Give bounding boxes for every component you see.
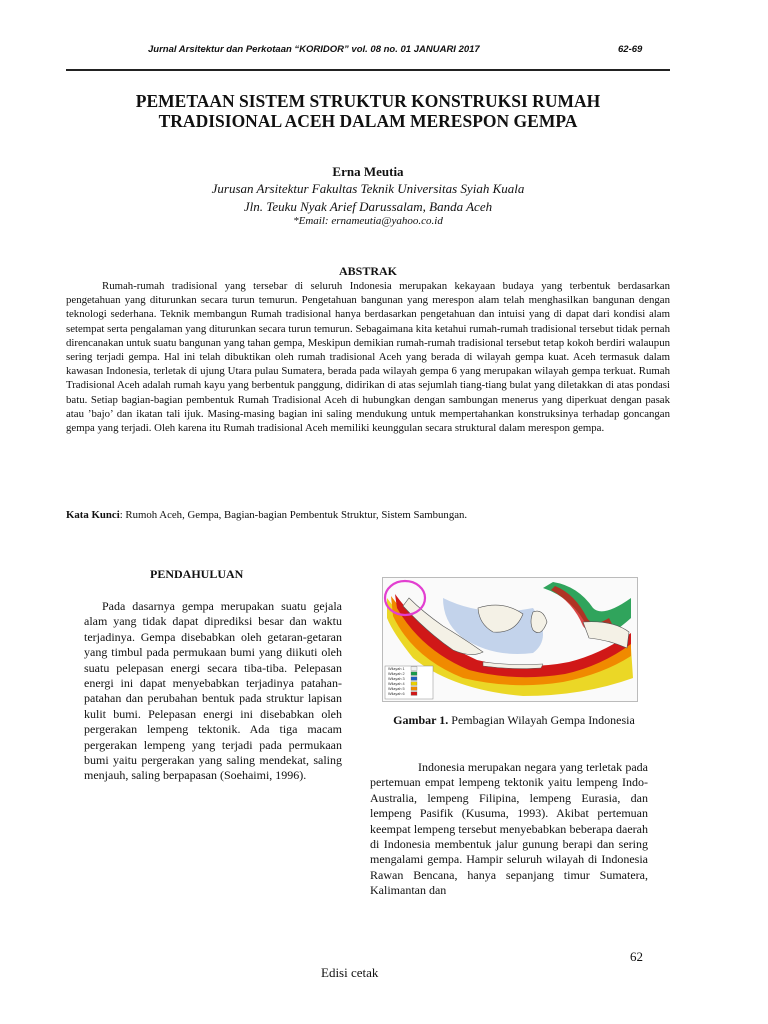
author-name: Erna Meutia: [332, 164, 404, 179]
legend-swatch: [411, 687, 417, 691]
right-column-paragraph: Indonesia merupakan negara yang terletak pada pertemuan empat lempeng tektonik yaitu lempeng Indo-Australia, lempeng Filipina, lempeng Eurasia, dan lempeng Pasifik (Kusuma, 1993). Akibat pertemuan keempat lempeng tersebut menyebabkan beberapa daerah di Indonesia membentuk jalur gunung berapi dan sering mengalami gempa. Hampir seluruh wilayah di Indonesia Rawan Bencana, hanya sepanjang timur Sumatera, Kalimantan dan: [370, 760, 648, 898]
abstract-heading: ABSTRAK: [338, 264, 397, 278]
legend-label: Wilayah 1: [388, 667, 405, 671]
running-header-journal: Jurnal Arsitektur dan Perkotaan “KORIDOR” vol. 08 no. 01 JANUARI 2017: [148, 44, 480, 55]
legend-swatch: [411, 677, 417, 681]
introduction-column: [84, 599, 342, 784]
legend-swatch: [411, 672, 417, 676]
keywords: [66, 509, 670, 521]
legend-swatch: [411, 692, 417, 696]
title-line-2: TRADISIONAL ACEH DALAM MERESPON GEMPA: [158, 111, 578, 131]
keywords-label: Kata Kunci: [66, 509, 120, 521]
title-line-1: PEMETAAN SISTEM STRUKTUR KONSTRUKSI RUMAH: [135, 91, 601, 111]
section-heading-introduction: PENDAHULUAN: [150, 567, 244, 581]
footer-edition: Edisi cetak: [321, 965, 379, 980]
seismic-zone-map: [383, 578, 637, 701]
figure-caption: [380, 712, 648, 728]
legend-label: Wilayah 2: [388, 672, 405, 676]
abstract-body: [66, 279, 670, 435]
header-divider: [66, 69, 670, 71]
affiliation-line-2: Jln. Teuku Nyak Arief Darussalam, Banda Aceh: [243, 199, 493, 214]
seismic-zone-map-figure: [382, 577, 638, 702]
running-header-pages: 62-69: [618, 44, 643, 55]
legend-label: Wilayah 5: [388, 687, 405, 691]
affiliation-line-1: Jurusan Arsitektur Fakultas Teknik Universitas Syiah Kuala: [211, 181, 525, 196]
keywords-text: : Rumoh Aceh, Gempa, Bagian-bagian Pembentuk Struktur, Sistem Sambungan.: [119, 509, 468, 521]
paper-title: [66, 91, 670, 131]
introduction-paragraph: Pada dasarnya gempa merupakan suatu gejala alam yang tidak dapat diprediksi besar dan waktu terjadinya. Gempa disebabkan oleh getaran-getaran yang timbul pada permukaan bumi yang diikuti oleh suatu pelepasan energi secara tiba-tiba. Pelepasan energi ini dapat menyebabkan terjadinya patahan-patahan dan perubahan bentuk pada struktur lapisan kulit bumi. Pelepasan energi ini disebabkan oleh pergerakan lempeng tektonik. Ada tiga macam pergerakan lempeng yang terjadi pada permukaan bumi yaitu pergerakan yang saling mendekat, saling menjauh, saling berpapasan (Soehaimi, 1996).: [84, 599, 342, 783]
figure-caption-text: Pembagian Wilayah Gempa Indonesia: [448, 713, 635, 727]
legend-swatch: [411, 667, 417, 671]
legend-label: Wilayah 3: [388, 677, 405, 681]
author-affiliation: [66, 180, 670, 216]
author-email: *Email: ernameutia@yahoo.co.id: [293, 215, 443, 227]
page-number: 62: [630, 949, 643, 964]
right-column-text: [370, 760, 648, 899]
legend-label: Wilayah 6: [388, 692, 405, 696]
legend-swatch: [411, 682, 417, 686]
abstract-paragraph: Rumah-rumah tradisional yang tersebar di seluruh Indonesia merupakan kekayaan budaya yang terbentuk berdasarkan pengetahuan yang diturunkan secara turun temurun. Pengetahuan bangunan yang merespon alam telah menghasilkan bangunan dengan teknologi sederhana. Teknik membangun Rumah tradisional hanya berdasarkan pengetahuan dan intuisi yang di dapat dari kondisi alam setempat serta pengalaman yang diturunkan secara turun temurun. Sebagaimana kita ketahui rumah-rumah tradisional tersebut tidak pernah direncanakan untuk suatu bangunan yang tahan gempa, Meskipun demikian rumah-rumah tradisional tersebut tetap kokoh berdiri walaupun sering terjadi gempa. Hal ini telah dibuktikan oleh rumah tradisional Aceh yang berada di wilayah gempa kuat. Aceh termasuk dalam kawasan Indonesia, terletak di ujung Utara pulau Sumatera, berada pada wilayah gempa 6 yang merupakan wilayah gempa terkuat. Rumah Tradisional Aceh adalah rumah kayu yang berbentuk panggung, didirikan di atas sejumlah tiang-tiang bulat yang diletakkan di atas pondasi batu. Setiap bagian-bagian pembentuk Rumah Tradisional Aceh di hubungkan dengan sambungan menerus yang diperkuat dengan pasak atau ’bajo’ dan ikatan tali ijuk. Masing-masing bagian ini saling mendukung untuk mempertahankan konstruksinya terhadap goncangan gempa yang terjadi. Oleh karena itu Rumah tradisional Aceh memiliki keunggulan secara struktural dalam merespon gempa.: [66, 280, 670, 435]
figure-label: Gambar 1.: [393, 713, 449, 727]
legend-label: Wilayah 4: [388, 682, 405, 686]
